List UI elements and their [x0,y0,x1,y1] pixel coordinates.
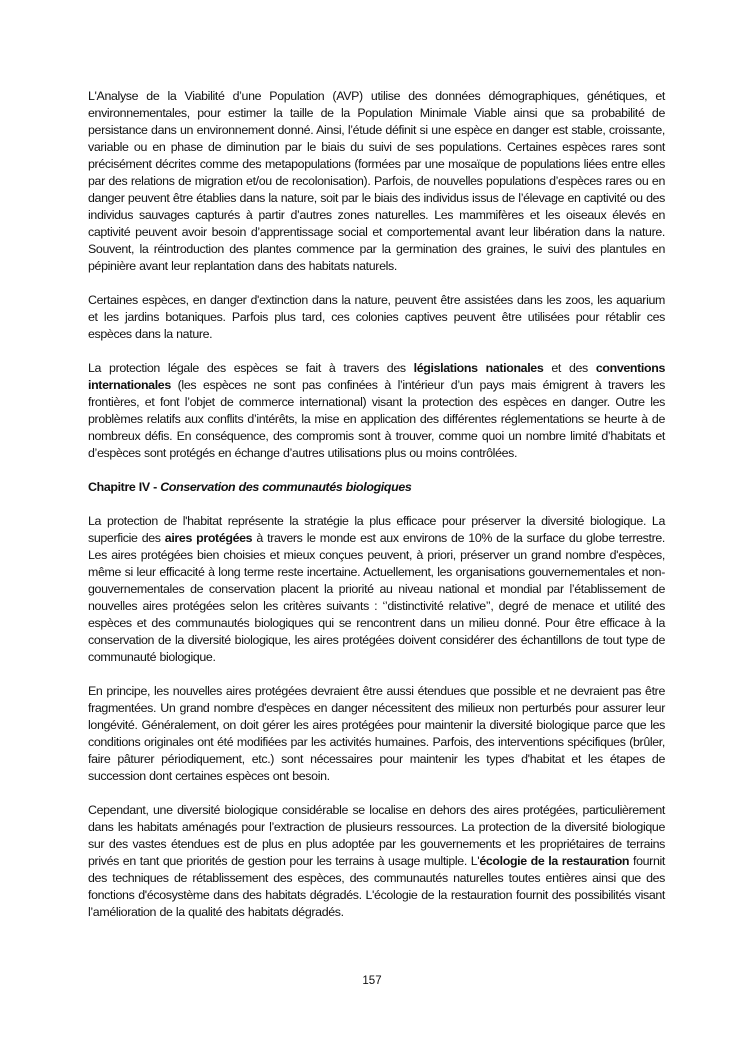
chapter-heading [88,479,665,496]
document-page [88,88,665,938]
page-number: 157 [362,975,382,987]
paragraph-new-protected-areas: En principe, les nouvelles aires protégées devraient être aussi étendues que possible et ne devraient pas être fragmentées. Un grand nombre d'espèces en danger nécessitent des milieux non perturbés pour assurer leur longévité. Généralement, on doit gérer les aires protégées pour maintenir la diversité biologique parce que les conditions originales ont été modifiées par les activités humaines. Parfois, des interventions spécifiques (brûler, faire pâturer périodiquement, etc.) sont nécessaires pour maintenir les types d'habitat et les étapes de succession dont certaines espèces ont besoin. [88,684,665,783]
text-segment: La protection légale des espèces se fait à travers des [88,361,414,375]
paragraph-legal-protection [88,360,665,462]
bold-term-international-conventions: conventions internationales [88,361,665,392]
text-segment: et des [543,361,596,375]
text-segment: La protection de l'habitat représente la stratégie la plus efficace pour préserver la diversité biologique. La superficie des [88,514,665,545]
paragraph-avp: L'Analyse de la Viabilité d’une Population (AVP) utilise des données démographiques, génétiques, et environnementales, pour estimer la taille de la Population Minimale Viable ainsi que sa probabilité de persistance dans un environnement donné. Ainsi, l’étude définit si une espèce en danger est stable, croissante, variable ou en phase de diminution par le biais du suivi de ses populations. Certaines espèces rares sont précisément décrites comme des metapopulations (formées par une mosaïque de populations liées entre elles par des relations de migration et/ou de recolonisation). Parfois, de nouvelles populations d’espèces rares ou en danger peuvent être établies dans la nature, soit par le biais des individus issus de l’élevage en captivité ou des individus sauvages capturés à partir d’autres zones naturelles. Les mammifères et les oiseaux élevés en captivité peuvent avoir besoin d’apprentissage social et comportemental avant leur libération dans la nature. Souvent, la réintroduction des plantes commence par la germination des graines, le suivi des plantules en pépinière avant leur replantation dans des habitats naturels. [88,89,665,273]
text-segment: à travers le monde est aux environs de 10% de la surface du globe terrestre. Les aires protégées bien choisies et mieux conçues peuvent, à priori, préserver un grand nombre d'espèces, même si leur efficacité à long terme reste incertaine. Actuellement, les organisations gouvernementales et non-gouvernementales de conservation placent la priorité au niveau national et mondial par l’établissement de nouvelles aires protégées selon les critères suivants : ‘’distinctivité relative’’, degré de menace et utilité des espèces et des communautés biologiques qui se rencontrent dans un milieu donné. Pour être efficace à la conservation de la diversité biologique, les aires protégées doivent considérer des échantillons de tout type de communauté biologique. [88,531,665,664]
chapter-title: Conservation des communautés biologiques [160,480,412,494]
paragraph-habitat-protection [88,513,665,666]
paragraph-restoration [88,802,665,921]
paragraph-ex-situ: Certaines espèces, en danger d'extinction dans la nature, peuvent être assistées dans les zoos, les aquarium et les jardins botaniques. Parfois plus tard, ces colonies captives peuvent être utilisées pour rétablir ces espèces dans la nature. [88,293,665,341]
chapter-number: Chapitre IV - [88,480,161,494]
bold-term-restoration-ecology: écologie de la restauration [479,854,630,868]
bold-term-protected-areas: aires protégées [164,531,253,545]
text-segment: (les espèces ne sont pas confinées à l’intérieur d’un pays mais émigrent à travers les frontières, et font l’objet de commerce international) visant la protection des espèces en danger. Outre les problèmes relatifs aux conflits d’intérêts, la mise en application des différentes réglementations se heurte à de nombreux défis. En conséquence, des compromis sont à trouver, comme quoi un nombre limité d’habitats et d’espèces sont protégés en échange d’autres utilisations plus ou moins contrôlées. [88,378,665,460]
text-segment: fournit des techniques de rétablissement des espèces, des communautés naturelles toutes entières ainsi que des fonctions d'écosystème dans des habitats dégradés. L'écologie de la restauration fournit des possibilités visant l’amélioration de la qualité des habitats dégradés. [88,854,665,919]
bold-term-national-legislation: législations nationales [413,361,544,375]
text-segment: Cependant, une diversité biologique considérable se localise en dehors des aires protégées, particulièrement dans les habitats aménagés pour l’extraction de plusieurs ressources. La protection de la diversité biologique sur des vastes étendues est de plus en plus adoptée par les gouvernements et les propriétaires de terrains privés en tant que priorités de gestion pour les terrains à usage multiple. L' [88,803,665,868]
